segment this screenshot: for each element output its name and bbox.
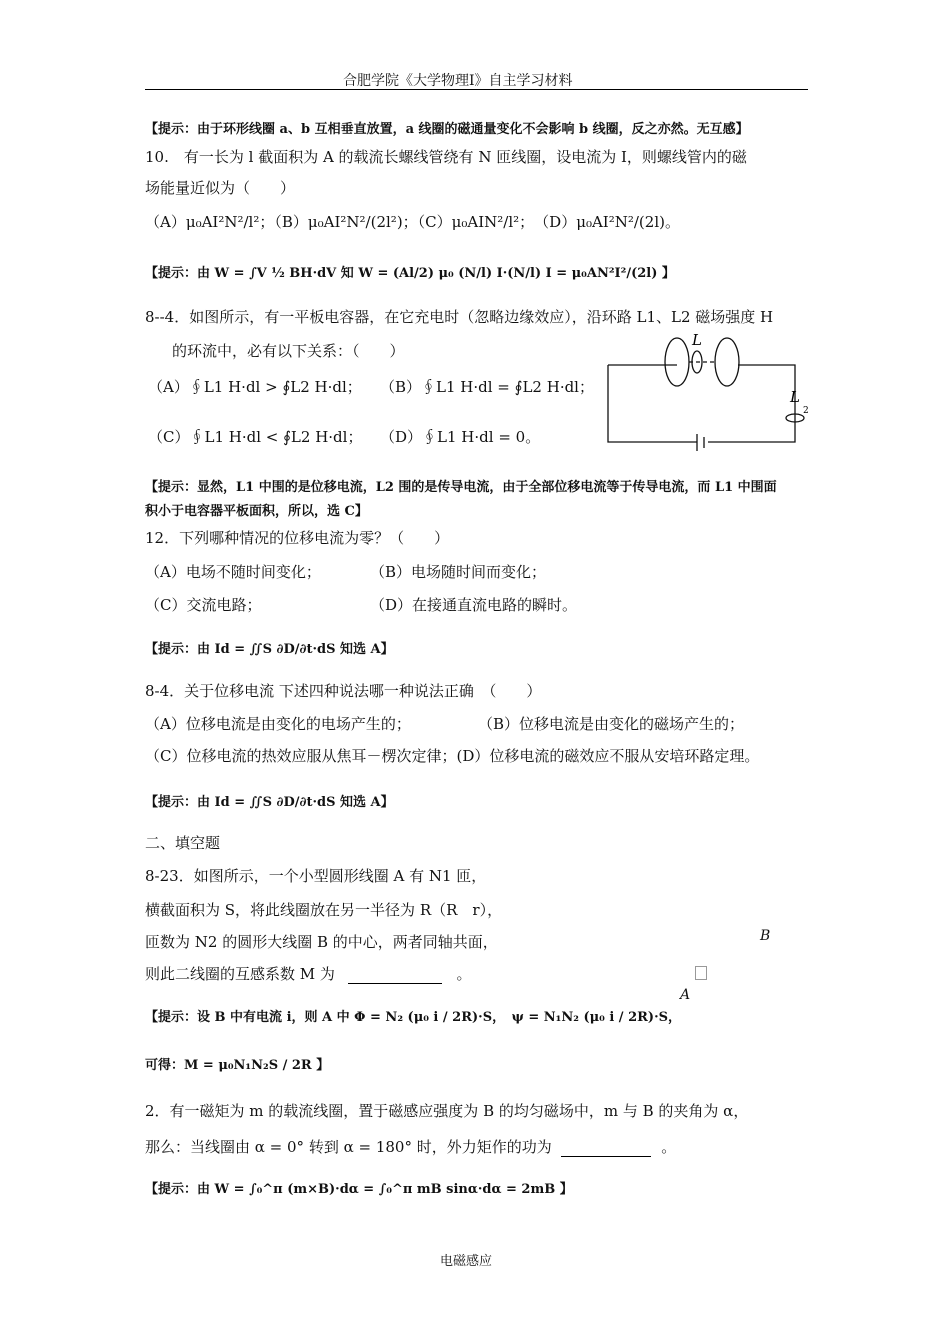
q12-tip: 【提示：由 Id = ∬S ∂D/∂t·dS 知选 A】 <box>145 642 394 657</box>
q823-tip-line2: 可得：M = μ₀N₁N₂S / 2R 】 <box>145 1058 330 1073</box>
capacitor-right-plate <box>715 338 739 386</box>
fig-label-coil-a: A <box>680 987 691 1003</box>
fig-label-coil-b: B <box>760 928 771 944</box>
section-fill-in-title: 二、填空题 <box>145 834 221 852</box>
q12-option-b: （B）电场随时间而变化； <box>370 563 547 581</box>
q84a-option-a: （A）∮L1 H·dl > ∮L2 H·dl； <box>148 378 362 396</box>
q84b-stem: 8-4．关于位移电流 下述四种说法哪一种说法正确 （ ） <box>145 682 542 700</box>
q84a-option-d: （D）∮L1 H·dl = 0。 <box>380 428 541 446</box>
q823-line4-end: 。 <box>456 965 472 983</box>
circuit-wire-right <box>708 365 795 442</box>
q823-line2: 横截面积为 S，将此线圈放在另一半径为 R（R r）， <box>145 901 503 919</box>
q823-line1: 8-23．如图所示，一个小型圆形线圈 A 有 N1 匝， <box>145 867 487 885</box>
fig-label-l1: L <box>692 331 702 349</box>
q10-line1: 10. 有一长为 l 截面积为 A 的载流长螺线管绕有 N 匝线圈，设电流为 I，则螺线管内的磁 <box>145 148 747 166</box>
q84a-option-b: （B）∮L1 H·dl = ∮L2 H·dl； <box>380 378 594 396</box>
header-rule <box>145 89 808 90</box>
q2-answer-blank <box>561 1138 651 1157</box>
q12-option-c: （C）交流电路； <box>145 596 262 614</box>
q823-tip-line1: 【提示：设 B 中有电流 i，则 A 中 Φ = N₂ (μ₀ i / 2R)·S， ψ = N₁N₂ (μ₀ i / 2R)·S， <box>145 1010 681 1025</box>
q84a-tip-line1: 【提示：显然，L1 中围的是位移电流，L2 围的是传导电流，由于全部位移电流等于传导电流，而 L1 中围面 <box>145 480 777 495</box>
q10-options: （A）μ₀AI²N²/l²；（B）μ₀AI²N²/(2l²)；（C）μ₀AIN²/l²； （D）μ₀AI²N²/(2l)。 <box>145 213 680 231</box>
q84b-tip: 【提示：由 Id = ∬S ∂D/∂t·dS 知选 A】 <box>145 795 394 810</box>
capacitor-circuit-figure <box>600 330 810 455</box>
q84b-option-b: （B）位移电流是由变化的磁场产生的； <box>478 715 745 733</box>
q823-line4-text: 则此二线圈的互感系数 M 为 <box>145 965 335 983</box>
q823-line4 <box>145 963 471 984</box>
q12-stem: 12．下列哪种情况的位移电流为零？（ ） <box>145 529 450 547</box>
q84b-option-a: （A）位移电流是由变化的电场产生的； <box>145 715 411 733</box>
fig-label-l2-sub: 2 <box>803 406 809 416</box>
small-coil-placeholder-icon <box>695 966 707 980</box>
q2-line2 <box>145 1136 676 1157</box>
page-footer-title: 电磁感应 <box>440 1254 493 1269</box>
page-header-title: 合肥学院《大学物理Ⅰ》自主学习材料 <box>343 73 573 89</box>
q12-option-a: （A）电场不随时间变化； <box>145 563 321 581</box>
fig-label-l2: L <box>790 388 800 406</box>
q84a-line2: 的环流中，必有以下关系：（ ） <box>172 342 405 360</box>
q84b-option-cd: （C）位移电流的热效应服从焦耳－楞次定律；(D）位移电流的磁效应不服从安培环路定理。 <box>145 747 760 765</box>
q10-tip: 【提示：由 W = ∫V ½ BH·dV 知 W = (Al/2) μ₀ (N/l) I·(N/l) I = μ₀AN²I²/(2l) 】 <box>145 266 675 281</box>
q84a-tip-line2: 积小于电容器平板面积，所以，选 C】 <box>145 504 368 519</box>
q12-option-d: （D）在接通直流电路的瞬时。 <box>370 596 578 614</box>
q2-tip: 【提示：由 W = ∫₀^π (m×B)·dα = ∫₀^π mB sinα·dα = 2mB 】 <box>145 1182 573 1197</box>
q2-line1: 2．有一磁矩为 m 的载流线圈，置于磁感应强度为 B 的均匀磁场中，m 与 B 的夹角为 α， <box>145 1102 749 1120</box>
q2-line2-end: 。 <box>661 1138 677 1156</box>
q84a-line1: 8--4．如图所示，有一平板电容器，在它充电时（忽略边缘效应），沿环路 L1、L2 磁场强度 H <box>145 308 774 326</box>
tip-mutual-induction: 【提示：由于环形线圈 a、b 互相垂直放置，a 线圈的磁通量变化不会影响 b 线圈，反之亦然。无互感】 <box>145 122 749 137</box>
q10-line2: 场能量近似为（ ） <box>145 179 296 197</box>
q823-line3: 匝数为 N2 的圆形大线圈 B 的中心，两者同轴共面， <box>145 933 498 951</box>
circuit-wire-left <box>608 365 697 442</box>
q823-answer-blank <box>348 965 442 984</box>
q2-line2-text: 那么：当线圈由 α = 0° 转到 α = 180° 时，外力矩作的功为 <box>145 1138 552 1156</box>
q84a-option-c: （C）∮L1 H·dl < ∮L2 H·dl； <box>148 428 363 446</box>
capacitor-left-plate <box>665 338 689 386</box>
